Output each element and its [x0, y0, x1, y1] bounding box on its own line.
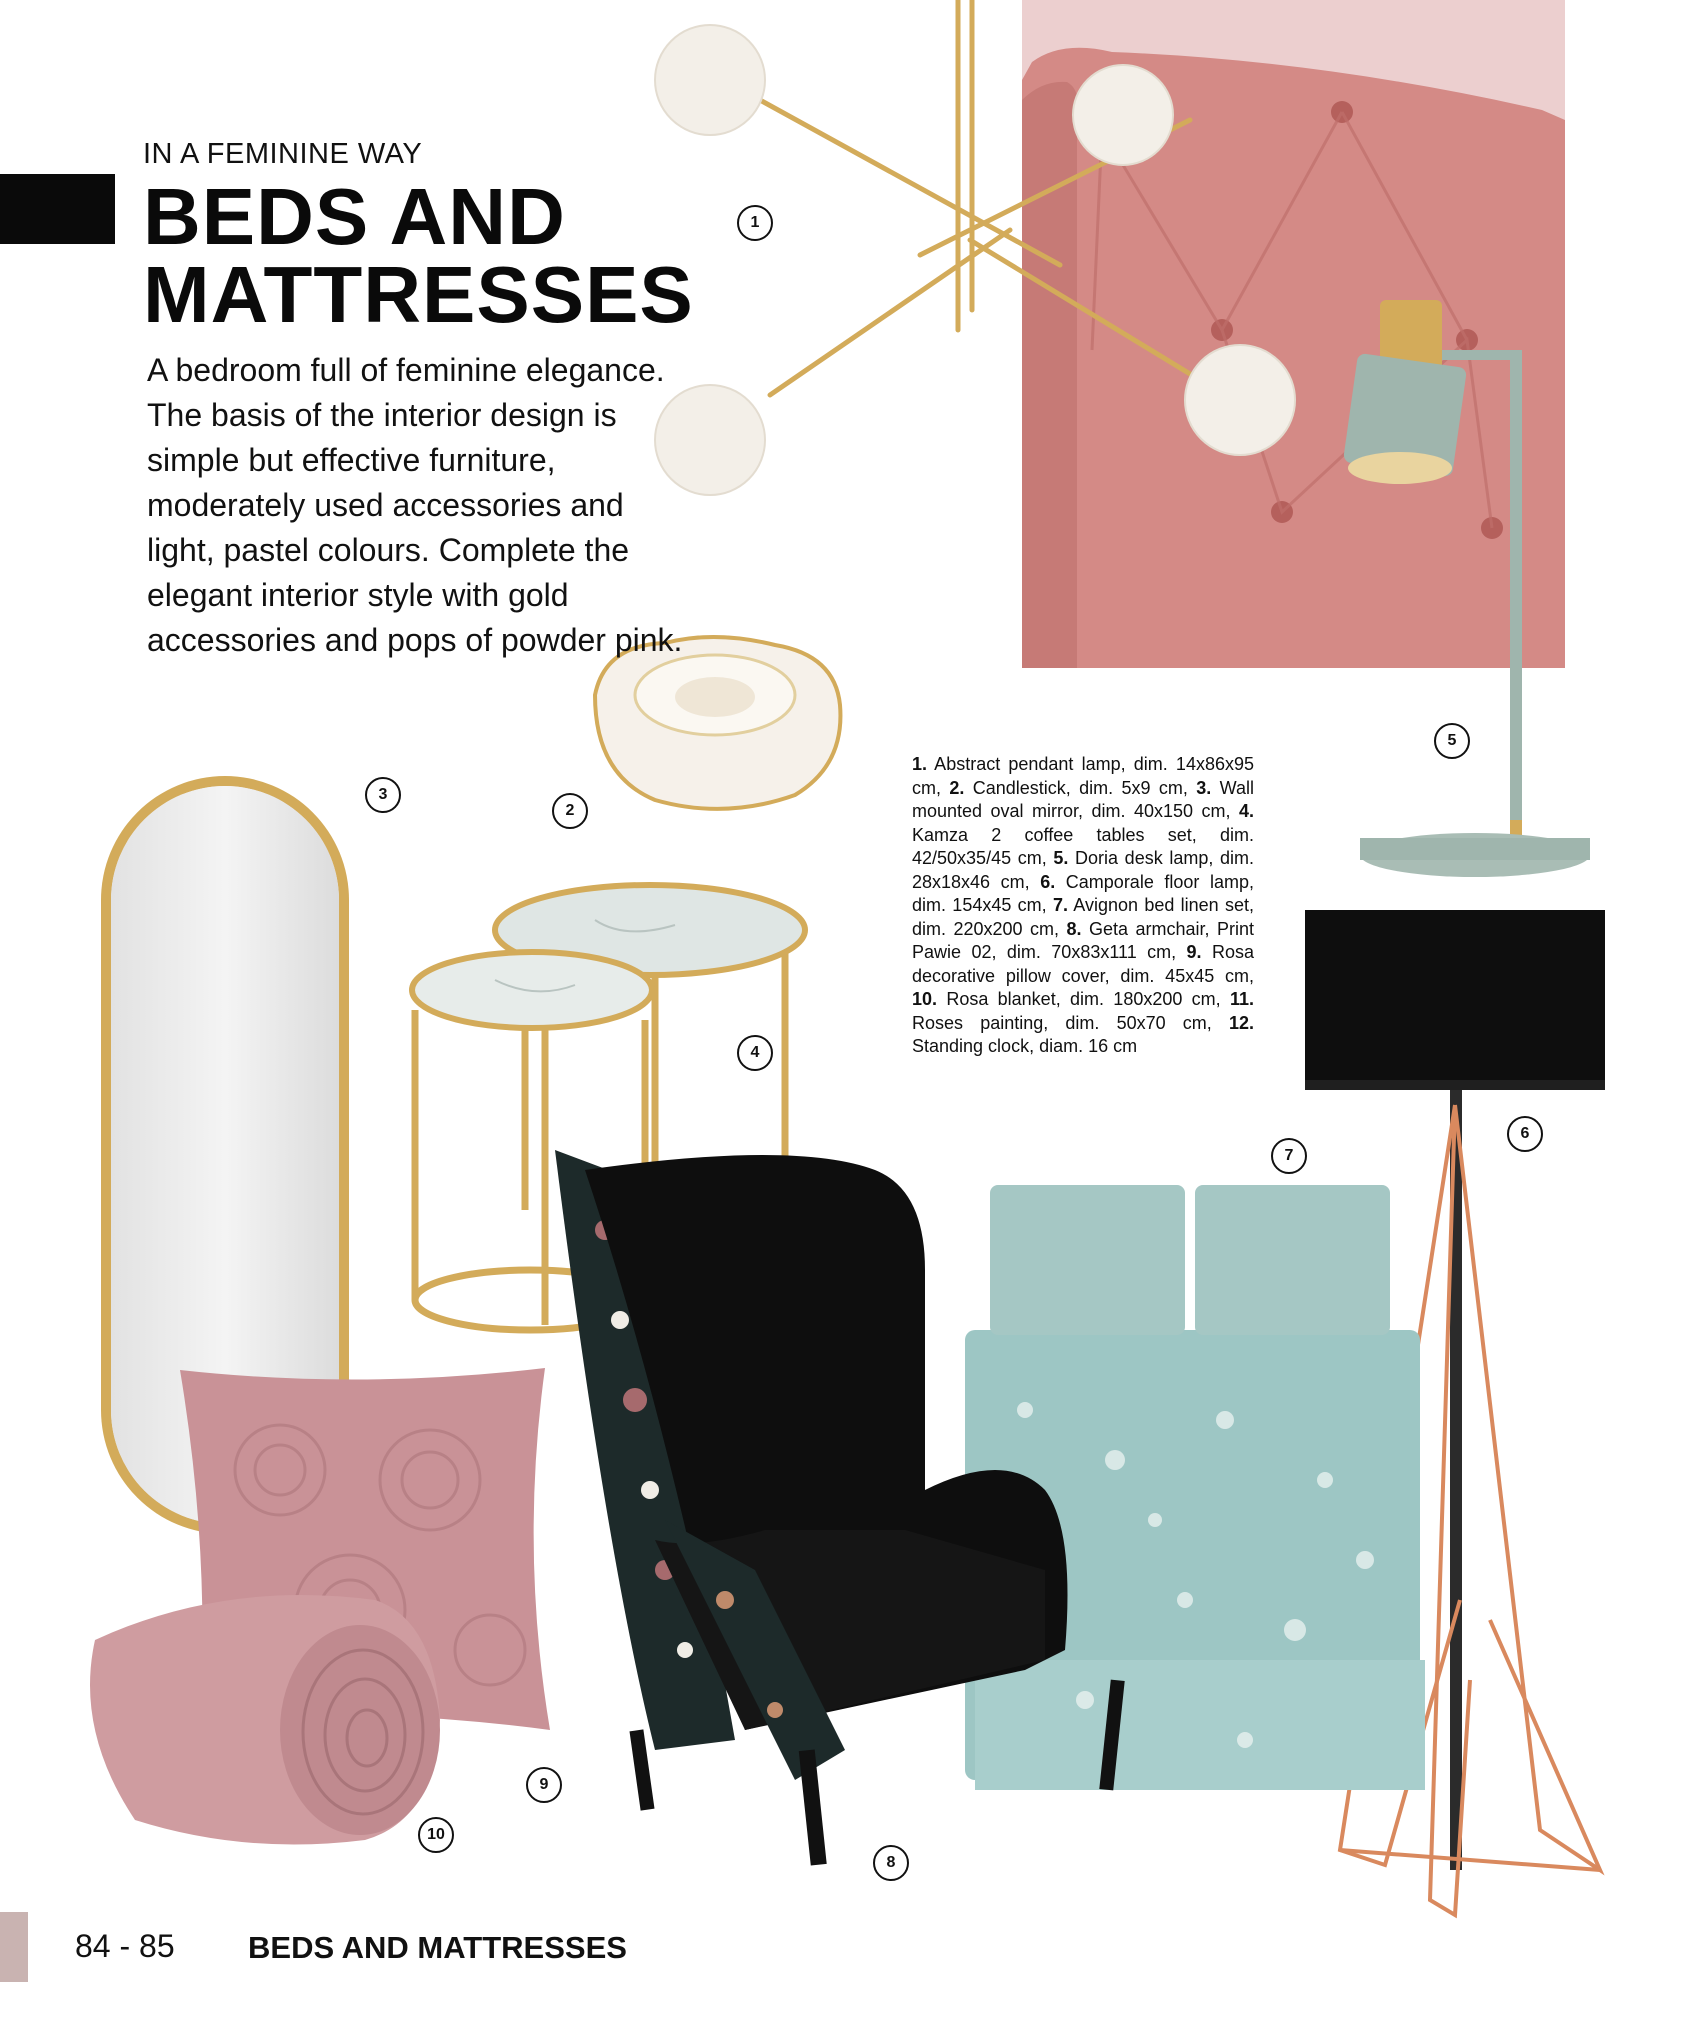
spec-item: 4. Kamza 2 coffee tables set, dim. 42/50x35/45 cm, [912, 801, 1254, 868]
pendant-lamp-image [640, 0, 1280, 480]
product-specs-list [912, 753, 1254, 1059]
spec-item: 1. Abstract pendant lamp, dim. 14x86x95 cm, [912, 754, 1254, 798]
spec-item: 10. Rosa blanket, dim. 180x200 cm, [912, 989, 1230, 1009]
pink-blanket-image [75, 1580, 455, 1860]
item-badge-3: 3 [365, 777, 401, 813]
spec-item: 3. Wall mounted oval mirror, dim. 40x150 cm, [912, 777, 1254, 821]
page-number: 84 - 85 [75, 1928, 175, 1964]
spec-item: 9. Rosa decorative pillow cover, dim. 45x45 cm, [912, 942, 1254, 986]
page-title-line-2: MATTRESSES [143, 250, 694, 339]
section-accent-bar [0, 174, 115, 244]
item-badge-9: 9 [526, 1767, 562, 1803]
intro-paragraph: A bedroom full of feminine elegance. The basis of the interior design is simple but effective furniture, moderately used accessories and light, pastel colours. Complete the elegant interior style with gold accessories and pops of powder pink. [147, 352, 683, 658]
spec-item: 12. Standing clock, diam. 16 cm [912, 1012, 1254, 1056]
spec-item: 11. Roses painting, dim. 50x70 cm, [912, 989, 1254, 1033]
spec-item: 5. Doria desk lamp, dim. 28x18x46 cm, [912, 848, 1255, 892]
footer-accent-bar [0, 1912, 28, 1982]
spec-item: 8. Geta armchair, Print Pawie 02, dim. 70x83x111 cm, [912, 918, 1254, 962]
item-badge-5: 5 [1434, 723, 1470, 759]
spec-item: 7. Avignon bed linen set, dim. 220x200 cm, [912, 895, 1254, 939]
item-badge-8: 8 [873, 1845, 909, 1881]
armchair-image [545, 1150, 1185, 1870]
item-badge-6: 6 [1507, 1116, 1543, 1152]
footer-section-title: BEDS AND MATTRESSES [248, 1930, 627, 1965]
spec-item: 2. Candlestick, dim. 5x9 cm, [949, 777, 1197, 798]
item-badge-7: 7 [1271, 1138, 1307, 1174]
section-eyebrow: IN A FEMININE WAY [143, 138, 423, 170]
item-badge-1: 1 [737, 205, 773, 241]
item-badge-4: 4 [737, 1035, 773, 1071]
page-title-line-1: BEDS AND [143, 172, 566, 261]
item-badge-2: 2 [552, 793, 588, 829]
item-badge-10: 10 [418, 1817, 454, 1853]
spec-item: 6. Camporale floor lamp, dim. 154x45 cm, [912, 871, 1254, 915]
page-title [143, 172, 694, 339]
desk-lamp-image [1340, 290, 1580, 890]
